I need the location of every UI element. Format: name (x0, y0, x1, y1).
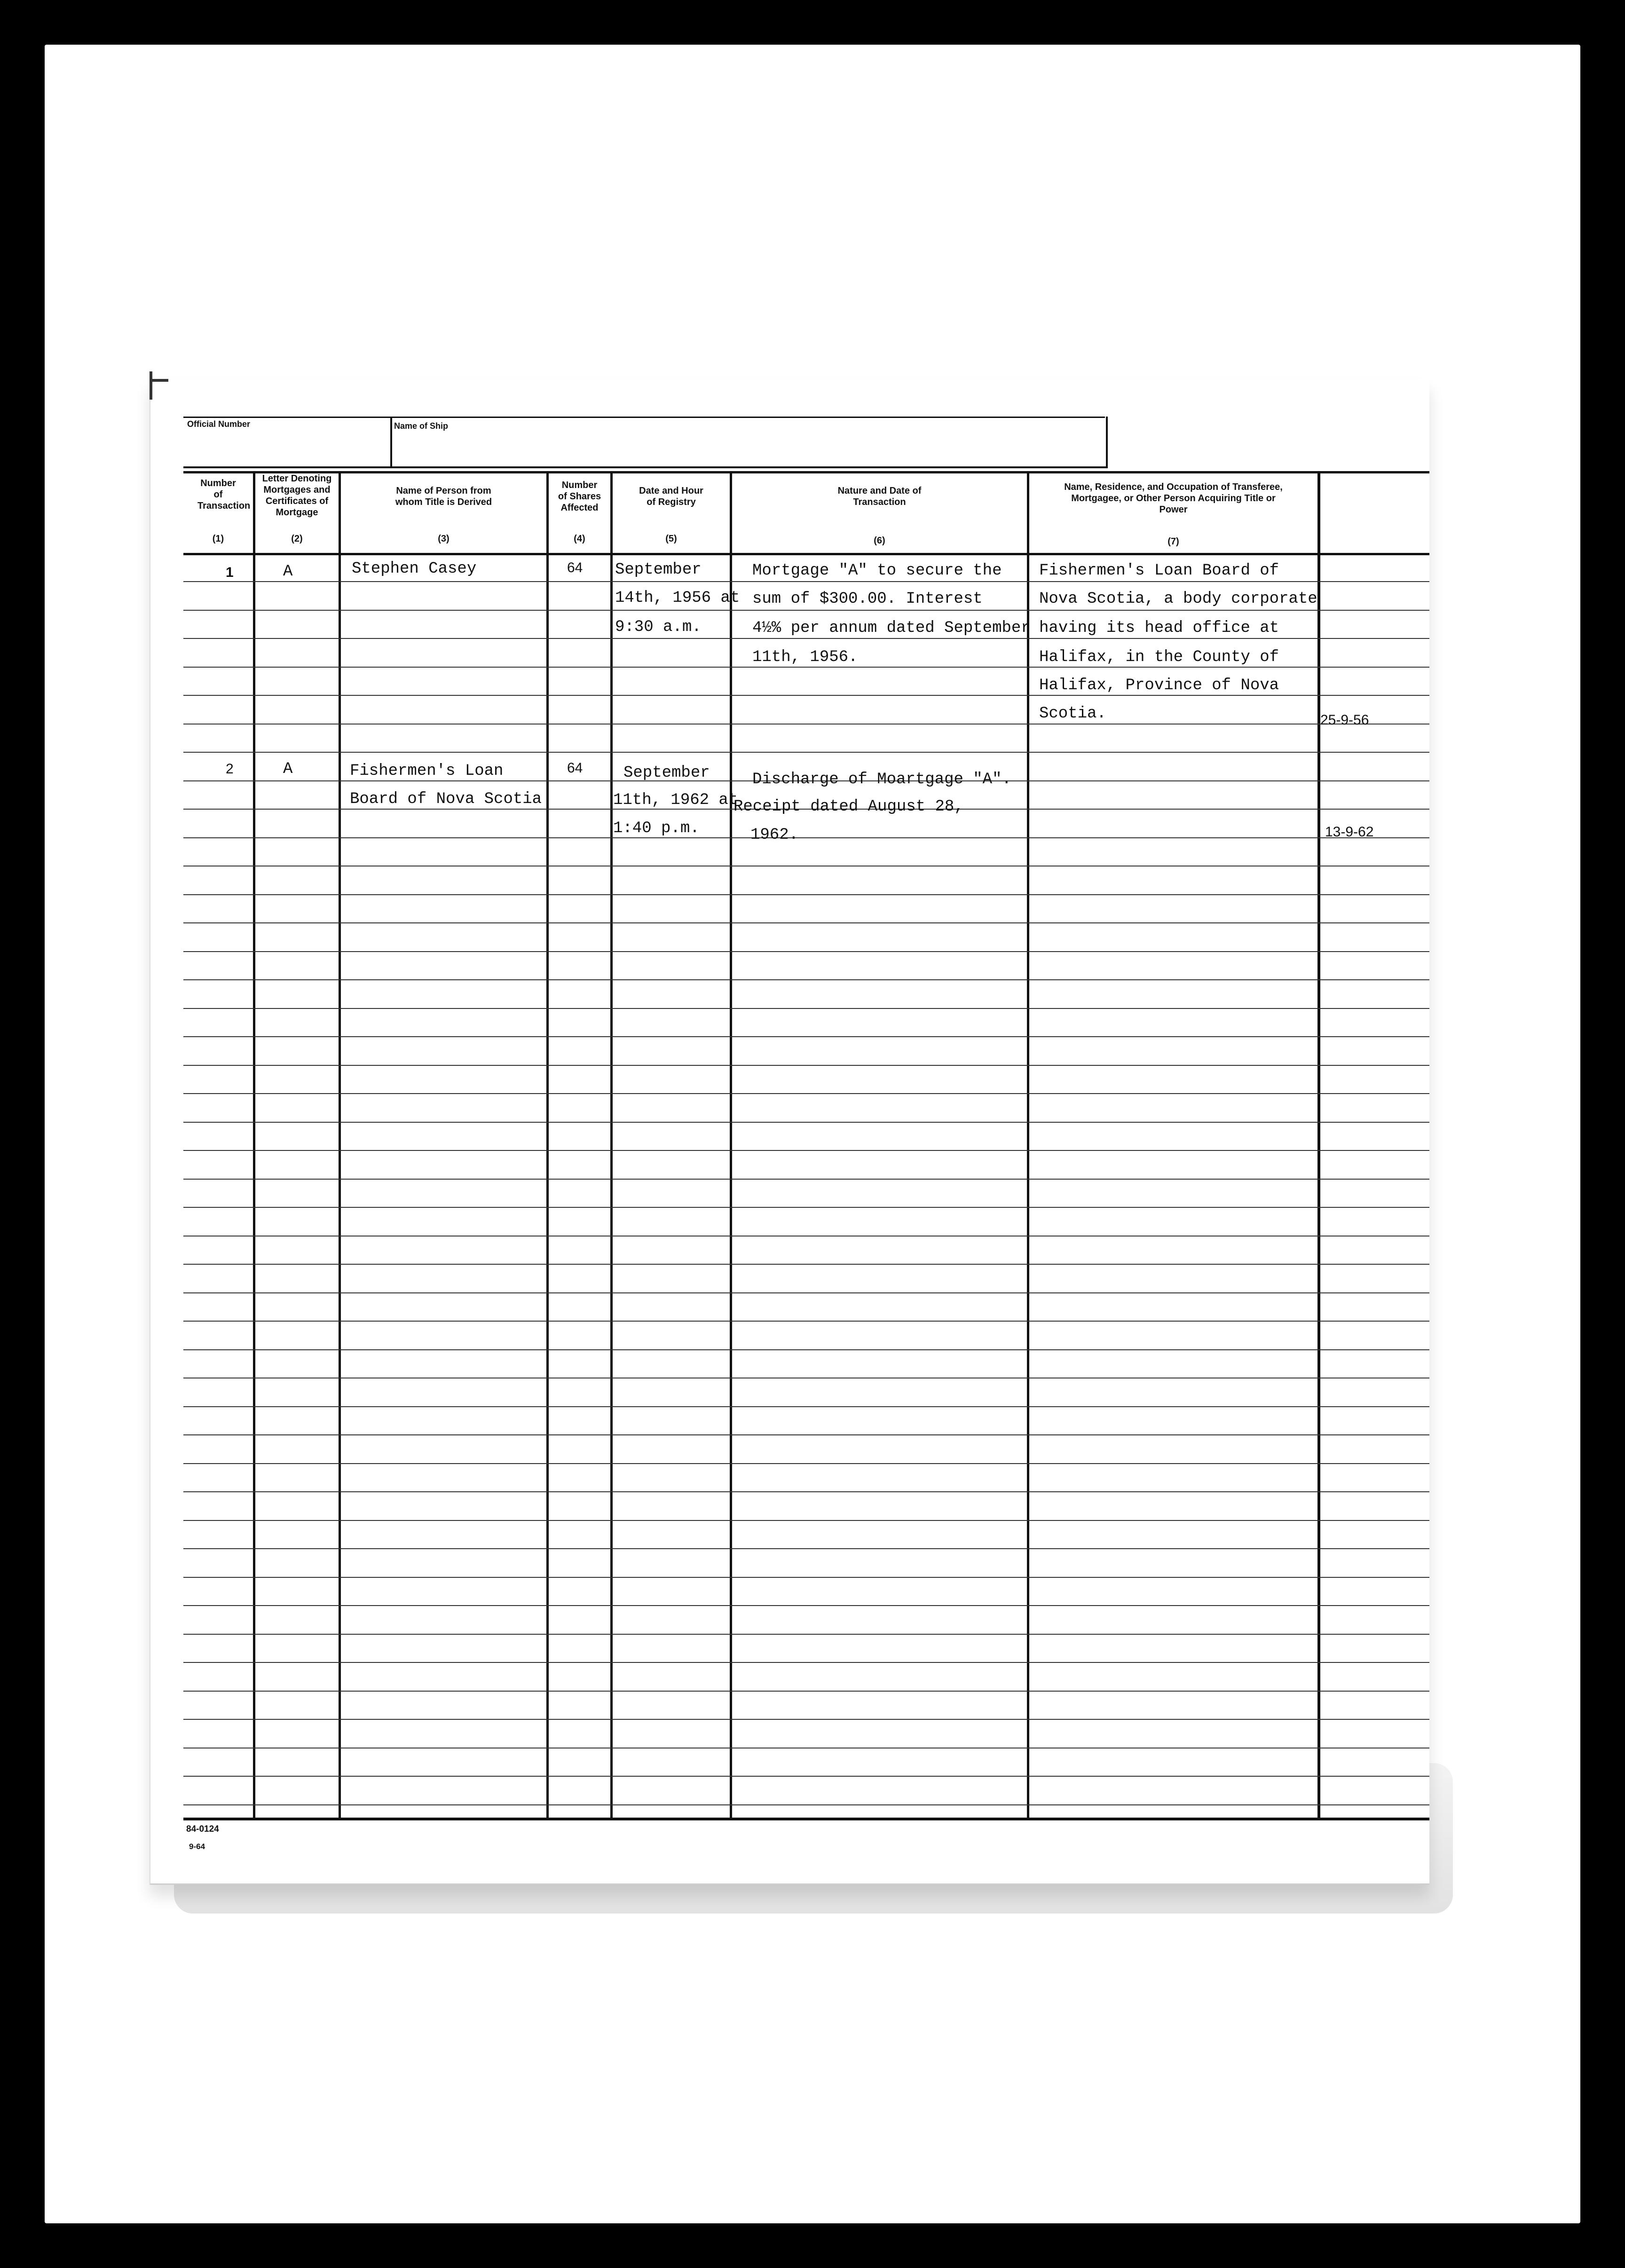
ruled-line (183, 1179, 1429, 1180)
col1-header (183, 478, 253, 544)
entry1-transferee-line5: Halifax, Province of Nova (1039, 677, 1279, 694)
entry2-letter: A (283, 760, 293, 778)
entry1-registry-line3: 9:30 a.m. (615, 618, 702, 636)
col4-header (549, 480, 610, 544)
entry2-number: 2 (226, 761, 234, 777)
ruled-line (183, 1065, 1429, 1066)
entry2-date-stamp: 13-9-62 (1325, 824, 1374, 840)
ruled-line (183, 610, 1429, 611)
entry2-nature-line2: Receipt dated August 28, (734, 798, 964, 816)
ruled-line (183, 1321, 1429, 1322)
ruled-line (183, 1662, 1429, 1663)
col5-title: Date and Hour of Registry (639, 486, 703, 507)
entry1-registry-line2: 14th, 1956 at (615, 589, 740, 607)
entry2-shares: 64 (567, 760, 583, 776)
entry2-nature-line3: 1962. (750, 826, 799, 844)
entry1-person-line1: Stephen Casey (352, 560, 477, 578)
col3-number: (3) (438, 534, 450, 544)
entry1-transferee-line3: having its head office at (1039, 619, 1279, 637)
col4-number: (4) (574, 534, 585, 544)
corner-mark (150, 379, 168, 382)
col2-header (255, 473, 339, 544)
entry2-registry-line1: September (623, 764, 710, 782)
col6-title: Nature and Date of Transaction (837, 486, 922, 507)
col4-title: Number of Shares Affected (558, 480, 601, 513)
ruled-line (183, 581, 1429, 582)
entry2-registry-line2: 11th, 1962 at (613, 791, 738, 809)
ruled-line (183, 1491, 1429, 1492)
entry1-transferee-line4: Halifax, in the County of (1039, 648, 1279, 666)
col1-number: (1) (212, 534, 224, 544)
col7-header (1029, 481, 1317, 547)
entry2-person-line2: Board of Nova Scotia (350, 790, 542, 808)
ruled-line (183, 894, 1429, 895)
ship-name-label: Name of Ship (394, 421, 449, 431)
ruled-line (183, 1776, 1429, 1777)
ruled-line (183, 1634, 1429, 1635)
ruled-line (183, 1520, 1429, 1521)
entry1-transferee-line6: Scotia. (1039, 705, 1106, 723)
ruled-line (183, 1434, 1429, 1435)
ruled-line (183, 1207, 1429, 1208)
ruled-line (183, 1577, 1429, 1578)
ruled-line (183, 1036, 1429, 1037)
ruled-line (183, 1122, 1429, 1123)
col7-number: (7) (1167, 536, 1179, 547)
col3-title: Name of Person from whom Title is Derived (395, 486, 492, 507)
form-code: 84-0124 (186, 1824, 219, 1834)
col6-header (732, 485, 1027, 546)
entry1-transferee-line1: Fishermen's Loan Board of (1039, 562, 1279, 580)
ruled-line (183, 1719, 1429, 1720)
ruled-line (183, 1093, 1429, 1094)
col1-title: Number of Transaction (197, 478, 251, 511)
col5-header (613, 485, 730, 544)
ruled-line (183, 638, 1429, 639)
entry2-registry-line3: 1:40 p.m. (613, 819, 700, 837)
ruled-line (183, 1008, 1429, 1009)
entry1-transferee-line2: Nova Scotia, a body corporate (1039, 590, 1317, 608)
ruled-line (183, 1406, 1429, 1407)
entry1-nature-line3: 4½% per annum dated September (752, 619, 1031, 637)
entry1-nature-line4: 11th, 1956. (752, 648, 858, 666)
register-sheet (150, 379, 1429, 1885)
ruled-line (183, 1548, 1429, 1549)
col7-title: Name, Residence, and Occupation of Transferee, Mortgagee, or Other Person Acquiring Title or Power (1064, 482, 1283, 515)
col3-header (341, 485, 546, 544)
ruled-line (183, 1804, 1429, 1805)
ruled-line (183, 951, 1429, 952)
ruled-line (183, 1150, 1429, 1151)
ruled-line (183, 922, 1429, 923)
col5-number: (5) (665, 534, 677, 544)
entry1-shares: 64 (567, 560, 583, 575)
entry1-registry-line1: September (615, 561, 702, 579)
col2-title: Letter Denoting Mortgages and Certificates of Mortgage (262, 473, 332, 518)
entry1-date-stamp: 25-9-56 (1320, 712, 1369, 728)
entry1-nature-line1: Mortgage "A" to secure the (752, 562, 1002, 580)
form-date: 9-64 (189, 1842, 205, 1851)
ruled-line (183, 1292, 1429, 1293)
corner-mark-vertical (150, 371, 152, 400)
entry1-number: 1 (226, 565, 234, 580)
ruled-line (183, 1605, 1429, 1606)
ruled-line (183, 979, 1429, 980)
entry2-nature-line1: Discharge of Moartgage "A". (752, 771, 1011, 788)
official-number-label: Official Number (187, 419, 251, 429)
ruled-line (183, 1691, 1429, 1692)
ruled-line (183, 695, 1429, 696)
ruled-line (183, 1463, 1429, 1464)
ruled-line (183, 1349, 1429, 1350)
entry1-letter: A (283, 563, 293, 581)
col6-number: (6) (874, 536, 885, 546)
ruled-line (183, 667, 1429, 668)
entry2-person-line1: Fishermen's Loan (350, 762, 504, 780)
col2-number: (2) (291, 534, 303, 544)
ruled-line (183, 752, 1429, 753)
ruled-line (183, 1264, 1429, 1265)
entry1-nature-line2: sum of $300.00. Interest (752, 590, 983, 608)
ruled-line (183, 837, 1429, 838)
